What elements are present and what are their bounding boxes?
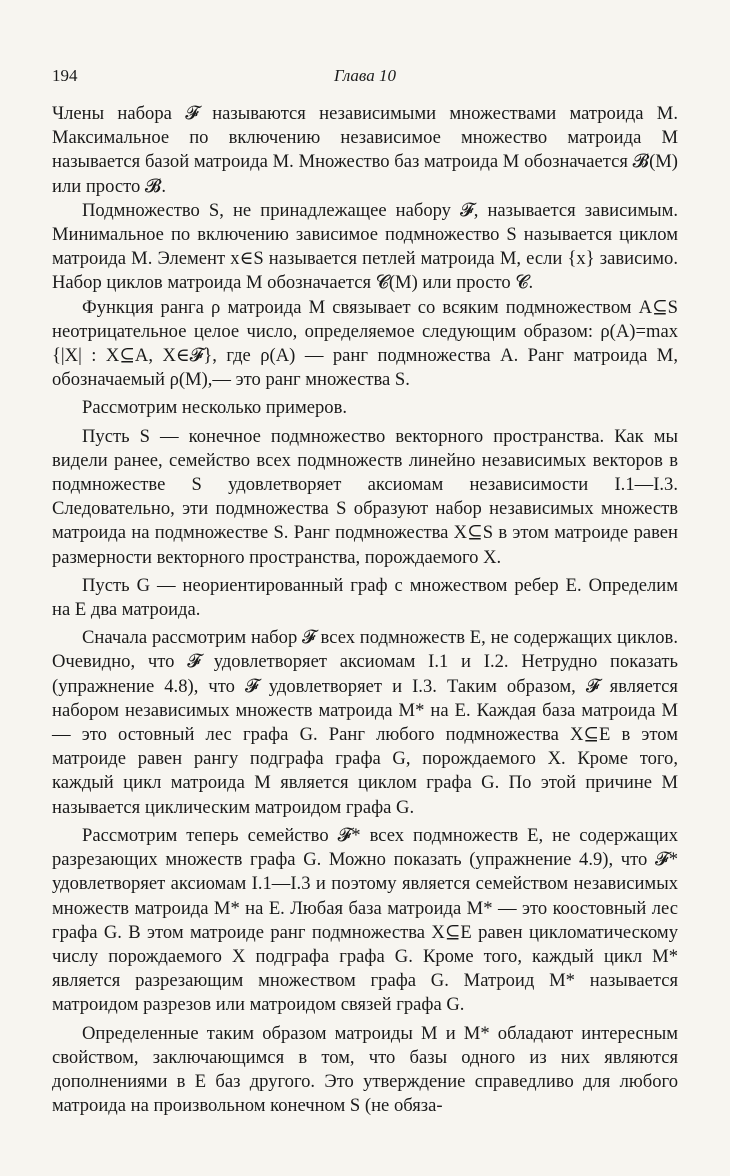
paragraph-cycle-matroid: Сначала рассмотрим набор 𝓕 всех подмножеств E, не содержащих циклов. Очевидно, что 𝓕 удовлетворяет аксиомам I.1 и I.2. Нетрудно показать (упражнение 4.8), что 𝓕 удовлетворяет и I.3. Таким образом, 𝓕 является набором независимых множеств матроида M* на E. Каждая база матроида M — это остовный лес графа G. Ранг любого подмножества X⊆E в этом матроиде равен рангу подграфа графа G, порождаемого X. Кроме того, каждый цикл матроида M является циклом графа G. По этой причине M называется циклическим матроидом графа G.	[52, 627, 678, 818]
page-header	[52, 66, 678, 88]
page-number: 194	[52, 66, 78, 85]
chapter-title: Глава 10	[334, 66, 396, 85]
paragraph-examples-intro: Рассмотрим несколько примеров.	[82, 397, 348, 419]
paragraph-vector-space-example: Пусть S — конечное подмножество векторного пространства. Как мы видели ранее, семейство всех подмножеств линейно независимых векторов в подмножестве S удовлетворяет аксиомам независимости I.1—I.3. Следовательно, эти подмножества S образуют набор независимых множеств матроида на подмножестве S. Ранг подмножества X⊆S в этом матроиде равен размерности векторного пространства, порождаемого X.	[52, 425, 678, 568]
paragraph-dependent-sets: Подмножество S, не принадлежащее набору 𝓕, называется зависимым. Минимальное по включению зависимое подмножество S называется циклом матроида M. Элемент x∈S называется петлей матроида M, если {x} зависимо. Набор циклов матроида M обозначается 𝓒(M) или просто 𝓒.	[52, 199, 678, 294]
paragraph-duality: Определенные таким образом матроиды M и M* обладают интересным свойством, заключающимся в том, что базы одного из них являются дополнениями в E баз другого. Это утверждение справедливо для любого матроида на произвольном конечном S (не обяза-	[52, 1022, 678, 1117]
page-body	[52, 102, 678, 1118]
paragraph-cut-matroid: Рассмотрим теперь семейство 𝓕* всех подмножеств E, не содержащих разрезающих множеств графа G. Можно показать (упражнение 4.9), что 𝓕* удовлетворяет аксиомам I.1—I.3 и поэтому является семейством независимых множеств матроида M* на E. Любая база матроида M* — это коостовный лес графа G. В этом матроиде ранг подмножества X⊆E равен цикломатическому числу порождаемого X подграфа графа G. Кроме того, каждый цикл M* является разрезающим множеством графа G. Матроид M* называется матроидом разрезов или матроидом связей графа G.	[52, 824, 678, 1016]
paragraph-rank-function: Функция ранга ρ матроида M связывает со всяким подмножеством A⊆S неотрицательное целое число, определяемое следующим образом: ρ(A)=max {|X| : X⊆A, X∈𝓕}, где ρ(A) — ранг подмножества A. Ранг матроида M, обозначаемый ρ(M),— это ранг множества S.	[52, 296, 678, 391]
paragraph-graph-example: Пусть G — неориентированный граф с множеством ребер E. Определим на E два матроида.	[52, 574, 678, 621]
paragraph-matroid-bases: Члены набора 𝓕 называются независимыми множествами матроида M. Максимальное по включению независимое множество матроида M называется базой матроида M. Множество баз матроида M обозначается 𝓑(M) или просто 𝓑.	[52, 103, 678, 197]
